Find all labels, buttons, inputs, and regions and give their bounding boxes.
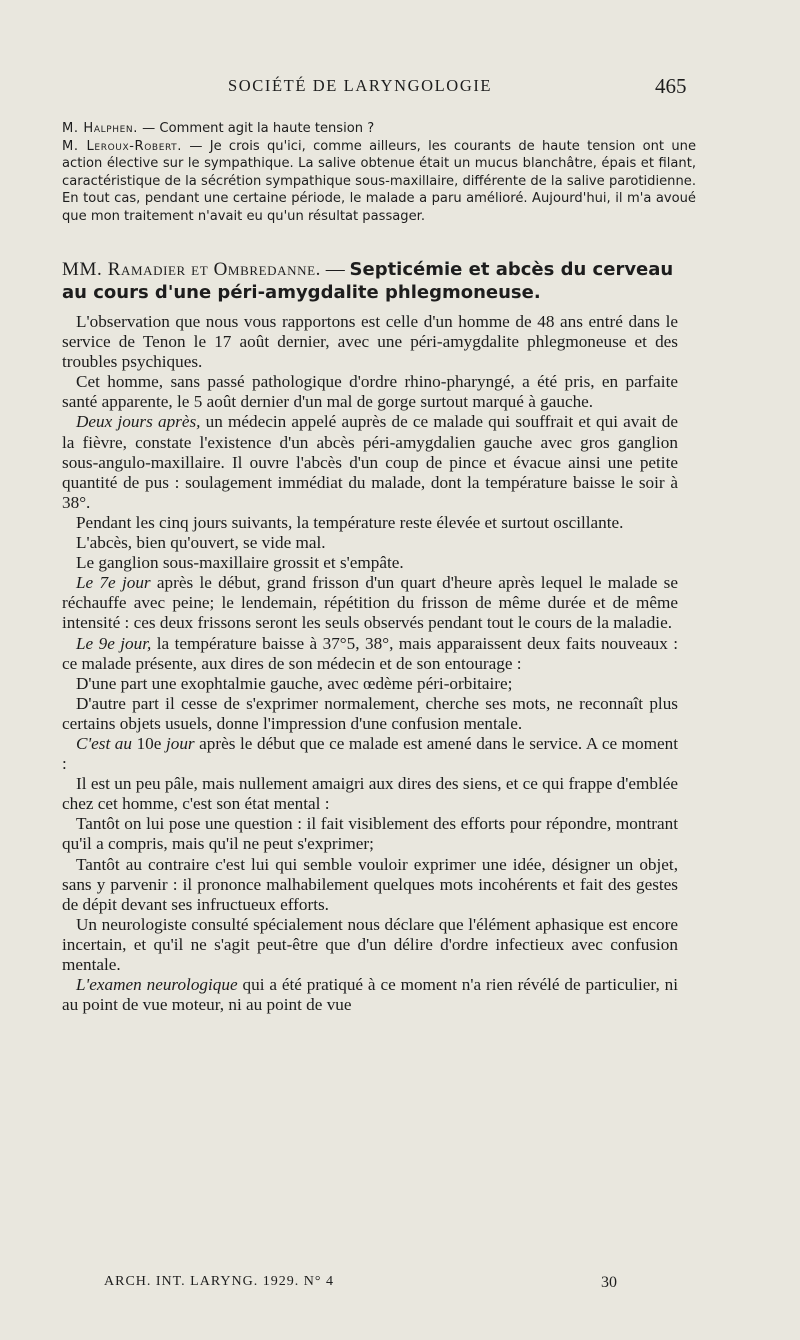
discussion-leroux xyxy=(62,138,696,226)
emphasis: jour xyxy=(165,733,195,753)
paragraph: L'abcès, bien qu'ouvert, se vide mal. xyxy=(76,533,326,553)
article-title: Septicémie et abcès du cerveau au cours d'une péri-amygdalite phlegmoneuse. xyxy=(62,259,674,303)
article-body xyxy=(62,312,678,1015)
speaker-name: M. Halphen. xyxy=(62,121,139,136)
paragraph xyxy=(62,734,678,774)
paragraph xyxy=(62,634,678,674)
paragraph: Un neurologiste consulté spécialement nous déclare que l'élément aphasique est encore incertain, et qu'il ne s'agit peut-être que d'un délire d'ordre infectieux avec confusion mentale. xyxy=(62,914,678,974)
article-heading xyxy=(62,258,696,304)
running-title: SOCIÉTÉ DE LARYNGOLOGIE xyxy=(228,76,493,95)
paragraph-text: après le début que ce malade est amené dans le service. A ce moment : xyxy=(62,733,679,774)
speaker-text: — Je crois qu'ici, comme ailleurs, les courants de haute tension ont une action élective sur le sympathique. La salive obtenue était un mucus blanchâtre, épais et filant, caractéristique de la sécrétion sympathique sous-maxillaire, différente de la salive parotidienne. En tout cas, pendant une certaine période, le malade a paru amélioré. Aujourd'hui, il m'a avoué que mon traitement n'avait eu qu'un résultat passager. xyxy=(62,138,696,224)
paragraph xyxy=(62,573,678,633)
paragraph: Cet homme, sans passé pathologique d'ordre rhino-pharyngé, a été pris, en parfaite santé apparente, le 5 août dernier d'un mal de gorge surtout marqué à gauche. xyxy=(62,372,678,412)
paragraph: D'autre part il cesse de s'exprimer normalement, cherche ses mots, ne reconnaît plus certains objets usuels, donne l'impression d'une confusion mentale. xyxy=(62,693,678,733)
emphasis: Deux jours après, xyxy=(76,412,201,432)
emphasis: C'est au xyxy=(76,733,132,753)
paragraph xyxy=(62,975,678,1015)
paragraph-text: la température baisse à 37°5, 38°, mais apparaissent deux faits nouveaux : ce malade présente, aux dires de son médecin et de son entourage : xyxy=(62,633,678,673)
paragraph-text: 10e xyxy=(132,733,166,753)
page-footer xyxy=(0,1274,800,1298)
paragraph-text: après le début, grand frisson d'un quart d'heure après lequel le malade se réchauffe avec peine; le lendemain, répétition du frisson de même durée et de même intensité : ces deux frissons seront les seuls observés pendant tout le cours de la maladie. xyxy=(62,573,678,633)
paragraph: D'une part une exophtalmie gauche, avec œdème péri-orbitaire; xyxy=(76,673,513,693)
paragraph-text: qui a été pratiqué à ce moment n'a rien révélé de particulier, ni au point de vue moteur, ni au point de vue xyxy=(62,975,678,1015)
discussion-section xyxy=(62,120,696,226)
emphasis: L'examen neurologique xyxy=(76,975,238,995)
paragraph: Tantôt on lui pose une question : il fait visiblement des efforts pour répondre, montrant qu'il a compris, mais qu'il ne peut s'exprimer; xyxy=(62,814,678,854)
signature-number: 30 xyxy=(601,1274,617,1291)
heading-dash: — xyxy=(321,259,350,280)
discussion-halphen xyxy=(62,120,696,138)
page-number: 465 xyxy=(655,74,687,98)
emphasis: Le 7e jour xyxy=(76,573,151,593)
paragraph: Tantôt au contraire c'est lui qui semble vouloir exprimer une idée, désigner un objet, sans y parvenir : il prononce malhabilement quelques mots incohérents et fait des gestes de dépit devant ses infructueux efforts. xyxy=(62,854,678,914)
paragraph-text: un médecin appelé auprès de ce malade qui souffrait et qui avait de la fièvre, constate l'existence d'un abcès péri-amygdalien gauche avec gros ganglion sous-angulo-maxillaire. Il ouvre l'abcès d'un coup de pince et évacue ainsi une petite quantité de pus : soulagement immédiat du malade, dont la température baisse le soir à 38°. xyxy=(62,412,678,512)
paragraph xyxy=(62,412,678,512)
article-authors: MM. Ramadier et Ombredanne. xyxy=(62,259,322,280)
paragraph: L'observation que nous vous rapportons est celle d'un homme de 48 ans entré dans le service de Tenon le 17 août dernier, avec une péri-amygdalite phlegmoneuse et des troubles psychiques. xyxy=(62,312,678,372)
page-header xyxy=(0,74,800,102)
speaker-text: — Comment agit la haute tension ? xyxy=(138,121,375,136)
paragraph: Pendant les cinq jours suivants, la température reste élevée et surtout oscillante. xyxy=(76,512,624,532)
journal-reference: ARCH. INT. LARYNG. 1929. N° 4 xyxy=(104,1274,334,1289)
speaker-name: M. Leroux-Robert. xyxy=(62,138,183,154)
paragraph: Le ganglion sous-maxillaire grossit et s'empâte. xyxy=(76,553,404,573)
paragraph: Il est un peu pâle, mais nullement amaigri aux dires des siens, et ce qui frappe d'emblée chez cet homme, c'est son état mental : xyxy=(62,774,678,814)
emphasis: Le 9e jour, xyxy=(76,633,152,653)
